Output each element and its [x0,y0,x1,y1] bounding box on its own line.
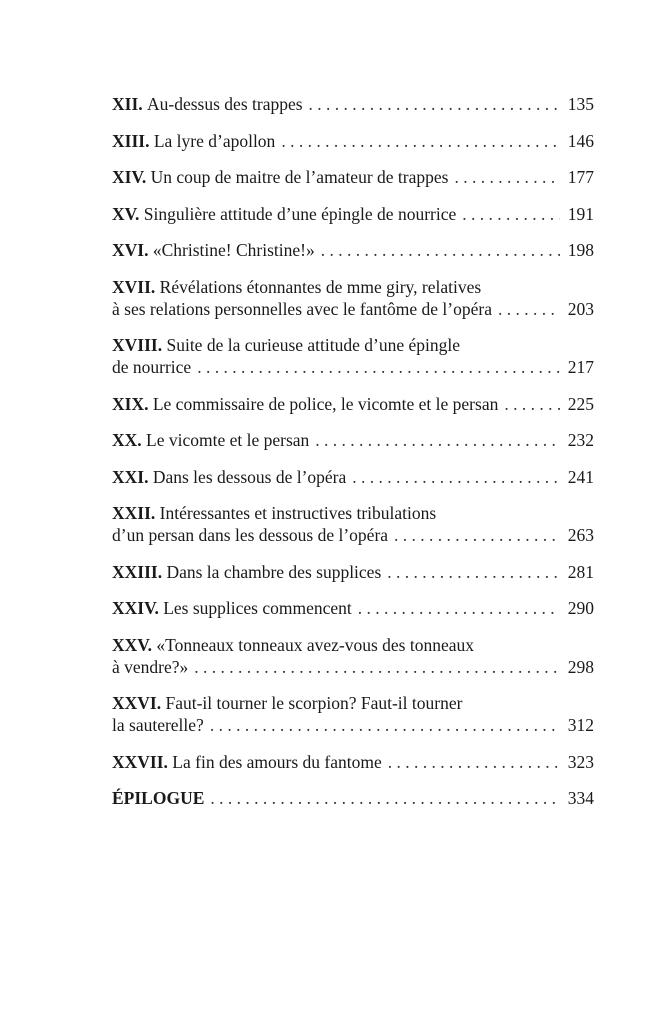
toc-entry[interactable] [112,93,594,115]
chapter-number: XXI. [112,466,149,487]
page-number: 198 [567,240,594,260]
chapter-title: Singulière attitude d’une épingle de nourrice [143,203,457,224]
dot-leader [197,356,560,378]
chapter-number: XXII. [112,503,156,523]
chapter-title-line1: Faut-il tourner le scorpion? Faut-il tourner [165,693,463,713]
chapter-title: Dans la chambre des supplices [166,561,382,582]
dot-leader [309,93,560,115]
chapter-number: XV. [112,203,140,224]
chapter-title: «Christine! Christine!» [152,240,315,260]
chapter-title: Au-dessus des trappes [147,94,303,114]
page-number: 334 [567,788,594,808]
page-number: 241 [567,466,594,487]
toc-entry[interactable] [112,561,594,583]
dot-leader [281,130,560,152]
chapter-number: XXV. [112,634,153,655]
toc-entry[interactable] [112,751,594,773]
page-number: 290 [567,598,594,618]
page-number: 177 [567,167,594,187]
page-number: 323 [567,751,594,772]
chapter-number: XIII. [112,130,150,151]
chapter-title: La fin des amours du fantome [172,751,382,772]
toc-entry[interactable] [112,203,594,225]
page-number: 232 [567,430,594,450]
toc-entry[interactable] [112,502,594,546]
page-number: 146 [567,130,594,151]
chapter-number: XX. [112,430,142,450]
chapter-title: La lyre d’apollon [153,130,276,151]
chapter-title: Dans les dessous de l’opéra [152,466,347,487]
page-number: 263 [567,525,594,545]
page-number: 217 [567,357,594,377]
dot-leader [498,298,560,320]
dot-leader [504,393,560,415]
toc-entry[interactable] [112,334,594,378]
toc-entry[interactable] [112,597,594,619]
chapter-title: d’un persan dans les dessous de l’opéra [112,525,389,545]
toc-entry[interactable] [112,276,594,320]
page-number: 281 [567,561,594,582]
toc-entry[interactable] [112,634,594,678]
chapter-number: XVII. [112,276,156,297]
chapter-number: XXVII. [112,751,168,772]
toc-entry[interactable] [112,130,594,152]
chapter-title-line1: «Tonneaux tonneaux avez-vous des tonneaux [156,634,474,655]
chapter-number: XXVI. [112,693,162,713]
chapter-title: de nourrice [112,357,192,377]
page-number: 225 [567,393,594,414]
page-number: 312 [567,715,594,735]
dot-leader [321,239,560,261]
dot-leader [352,466,560,488]
chapter-title: Un coup de maitre de l’amateur de trappes [150,167,449,187]
chapter-number: XXIV. [112,598,159,618]
chapter-title: à vendre?» [112,656,189,677]
dot-leader [210,714,560,736]
dot-leader [388,751,560,773]
dot-leader [210,787,560,809]
page-number: 298 [567,656,594,677]
dot-leader [315,429,560,451]
page-number: 135 [567,94,594,114]
toc-entry[interactable] [112,429,594,451]
toc-entry[interactable] [112,393,594,415]
chapter-title-line1: Intéressantes et instructives tribulations [159,503,437,523]
page-number: 191 [567,203,594,224]
toc-entry[interactable] [112,239,594,261]
chapter-number: XXIII. [112,561,163,582]
chapter-number: XIV. [112,167,147,187]
dot-leader [194,656,560,678]
table-of-contents [112,93,594,824]
dot-leader [462,203,560,225]
dot-leader [358,597,560,619]
dot-leader [454,166,560,188]
dot-leader [394,524,560,546]
chapter-number: XII. [112,94,143,114]
chapter-title-line1: Révélations étonnantes de mme giry, relatives [159,276,482,297]
chapter-number: XVI. [112,240,149,260]
toc-entry[interactable] [112,466,594,488]
chapter-number: ÉPILOGUE [112,788,205,808]
dot-leader [387,561,560,583]
toc-entry[interactable] [112,787,594,809]
chapter-title: Le vicomte et le persan [146,430,310,450]
chapter-title: la sauterelle? [112,715,204,735]
toc-entry[interactable] [112,166,594,188]
chapter-title: Les supplices commencent [163,598,352,618]
chapter-title: Le commissaire de police, le vicomte et le persan [152,393,499,414]
toc-entry[interactable] [112,692,594,736]
chapter-number: XIX. [112,393,149,414]
page-number: 203 [567,298,594,319]
chapter-title-line1: Suite de la curieuse attitude d’une épingle [166,335,460,355]
chapter-title: à ses relations personnelles avec le fantôme de l’opéra [112,298,492,319]
chapter-number: XVIII. [112,335,163,355]
